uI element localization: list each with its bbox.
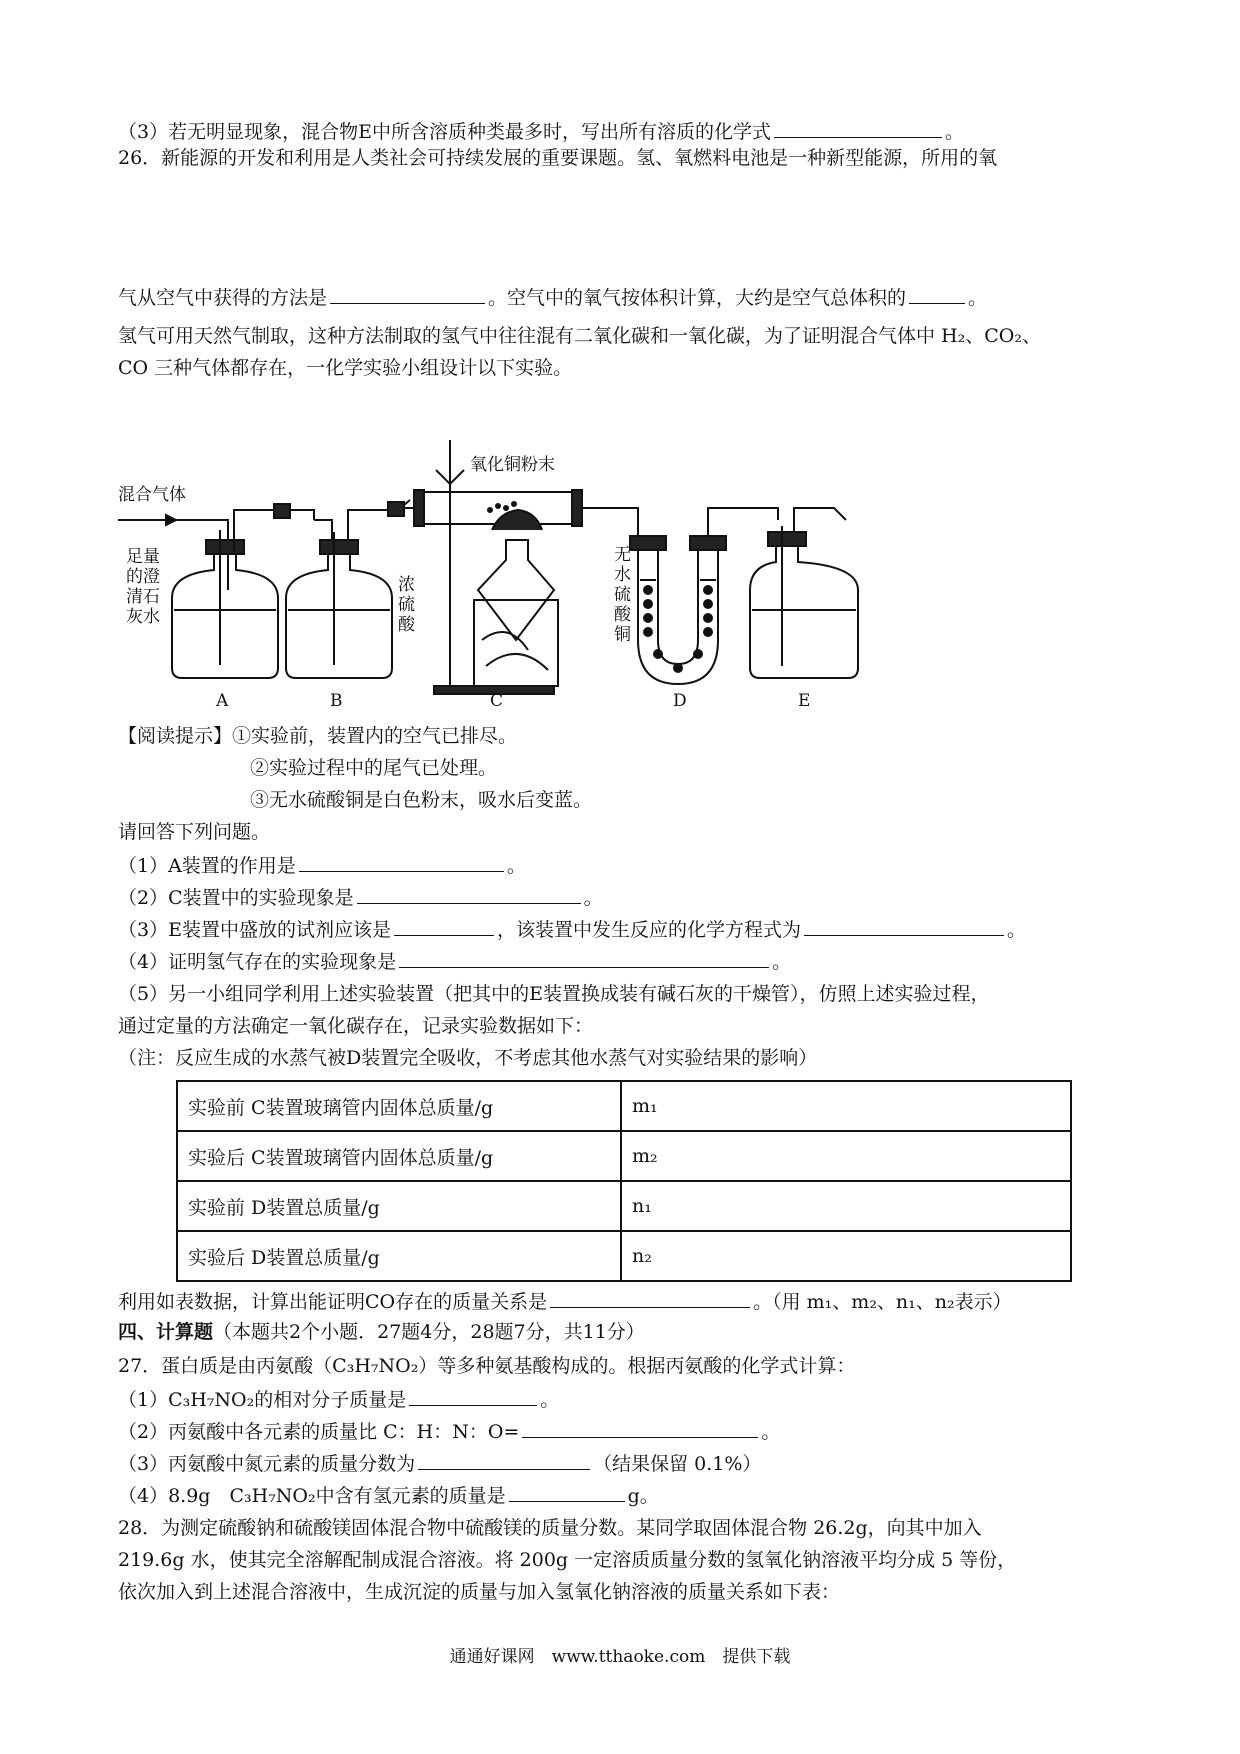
- answer-blank: [522, 1417, 758, 1438]
- page-footer: 通通好课网 www.tthaoke.com 提供下载: [449, 1647, 791, 1667]
- question-5-line1: （5）另一小组同学利用上述实验装置（把其中的E装置换成装有碱石灰的干燥管），仿照上述实验过程，: [118, 983, 990, 1005]
- q28-line3: 依次加入到上述混合溶液中，生成沉淀的质量与加入氢氧化钠溶液的质量关系如下表：: [118, 1581, 841, 1603]
- answer-blank: [399, 947, 769, 968]
- question-3: （3）E装置中盛放的试剂应该是 ，该装置中发生反应的化学方程式为 。: [118, 915, 1026, 943]
- q28-line1: 28．为测定硫酸钠和硫酸镁固体混合物中硫酸镁的质量分数。某同学取固体混合物 26.2g，向其中加入: [118, 1517, 982, 1539]
- answer-blank: [394, 915, 494, 936]
- q27-part3: （3）丙氨酸中氮元素的质量分数为 （结果保留 0.1%）: [118, 1449, 761, 1477]
- answer-blank: [299, 851, 504, 872]
- table-row: 实验后 C装置玻璃管内固体总质量/g m₂: [177, 1131, 1071, 1181]
- letter-d: D: [673, 691, 687, 710]
- answer-blank: [357, 883, 581, 904]
- table-row: 实验前 C装置玻璃管内固体总质量/g m₁: [177, 1081, 1071, 1131]
- letter-b: B: [330, 691, 343, 710]
- answer-blank: [774, 117, 942, 138]
- cuo-label: 氧化铜粉末: [470, 455, 555, 475]
- answer-blank: [804, 915, 1004, 936]
- apparatus-diagram: [118, 440, 948, 710]
- q27-intro: 27．蛋白质是由丙氨酸（C₃H₇NO₂）等多种氨基酸构成的。根据丙氨酸的化学式计算：: [118, 1355, 856, 1377]
- reagent-a-4: 灰水: [126, 607, 160, 627]
- section-4-heading: 四、计算题（本题共2个小题．27题4分，28题7分，共11分）: [118, 1321, 645, 1343]
- answer-blank: [418, 1449, 590, 1470]
- reagent-a-1: 足量: [126, 547, 160, 567]
- question-2: （2）C装置中的实验现象是 。: [118, 883, 603, 911]
- reagent-d-5: 铜: [614, 625, 631, 645]
- reagent-d-1: 无: [614, 545, 631, 565]
- reagent-b-1: 浓: [398, 575, 415, 595]
- q26-line1: 26．新能源的开发和利用是人类社会可持续发展的重要课题。氢、氧燃料电池是一种新型能源，所用的氧: [118, 147, 998, 169]
- question-5-note: （注：反应生成的水蒸气被D装置完全吸收，不考虑其他水蒸气对实验结果的影响）: [118, 1047, 818, 1069]
- question-5-line2: 通过定量的方法确定一氧化碳存在，记录实验数据如下：: [118, 1015, 594, 1037]
- q27-part2: （2）丙氨酸中各元素的质量比 C：H：N：O= 。: [118, 1417, 780, 1445]
- hint-3: ③无水硫酸铜是白色粉末，吸水后变蓝。: [250, 789, 593, 811]
- letter-a: A: [216, 691, 229, 710]
- hint-1: 【阅读提示】①实验前，装置内的空气已排尽。: [118, 725, 518, 747]
- questions-intro: 请回答下列问题。: [118, 821, 271, 843]
- q26-line2: 气从空气中获得的方法是 。空气中的氧气按体积计算，大约是空气总体积的 。: [118, 283, 987, 311]
- letter-e: E: [798, 691, 811, 710]
- question-1: （1）A装置的作用是 。: [118, 851, 526, 879]
- reagent-b-2: 硫: [398, 595, 415, 615]
- answer-blank: [509, 1481, 625, 1502]
- mass-relation-question: 利用如表数据，计算出能证明CO存在的质量关系是 。（用 m₁、m₂、n₁、n₂表示）: [118, 1287, 1012, 1315]
- q26-line3: 氢气可用天然气制取，这种方法制取的氢气中往往混有二氧化碳和一氧化碳，为了证明混合气体中 H₂、CO₂、: [118, 325, 1041, 347]
- table-row: 实验前 D装置总质量/g n₁: [177, 1181, 1071, 1231]
- hint-2: ②实验过程中的尾气已处理。: [250, 757, 498, 779]
- answer-blank: [909, 283, 965, 304]
- q26-line4: CO 三种气体都存在，一化学实验小组设计以下实验。: [118, 357, 573, 379]
- table-row: 实验后 D装置总质量/g n₂: [177, 1231, 1071, 1281]
- q27-part1: （1）C₃H₇NO₂的相对分子质量是 。: [118, 1385, 559, 1413]
- answer-blank: [550, 1287, 750, 1308]
- q27-part4: （4）8.9g C₃H₇NO₂中含有氢元素的质量是 g。: [118, 1481, 659, 1509]
- q25-part3: （3）若无明显现象，混合物E中所含溶质种类最多时，写出所有溶质的化学式 。: [118, 117, 964, 145]
- answer-blank: [409, 1385, 537, 1406]
- reagent-d-4: 酸: [614, 605, 631, 625]
- letter-c: C: [490, 691, 504, 710]
- reagent-a-3: 清石: [126, 587, 160, 607]
- answer-blank: [330, 283, 485, 304]
- reagent-b-3: 酸: [398, 615, 415, 635]
- q28-line2: 219.6g 水，使其完全溶解配制成混合溶液。将 200g 一定溶质质量分数的氢氧化钠溶液平均分成 5 等份，: [118, 1549, 1017, 1571]
- reagent-a-2: 的澄: [126, 567, 160, 587]
- question-4: （4）证明氢气存在的实验现象是 。: [118, 947, 791, 975]
- reagent-d-2: 水: [614, 565, 631, 585]
- mass-data-table: [176, 1080, 1072, 1282]
- reagent-d-3: 硫: [614, 585, 631, 605]
- inlet-label: 混合气体: [118, 485, 186, 505]
